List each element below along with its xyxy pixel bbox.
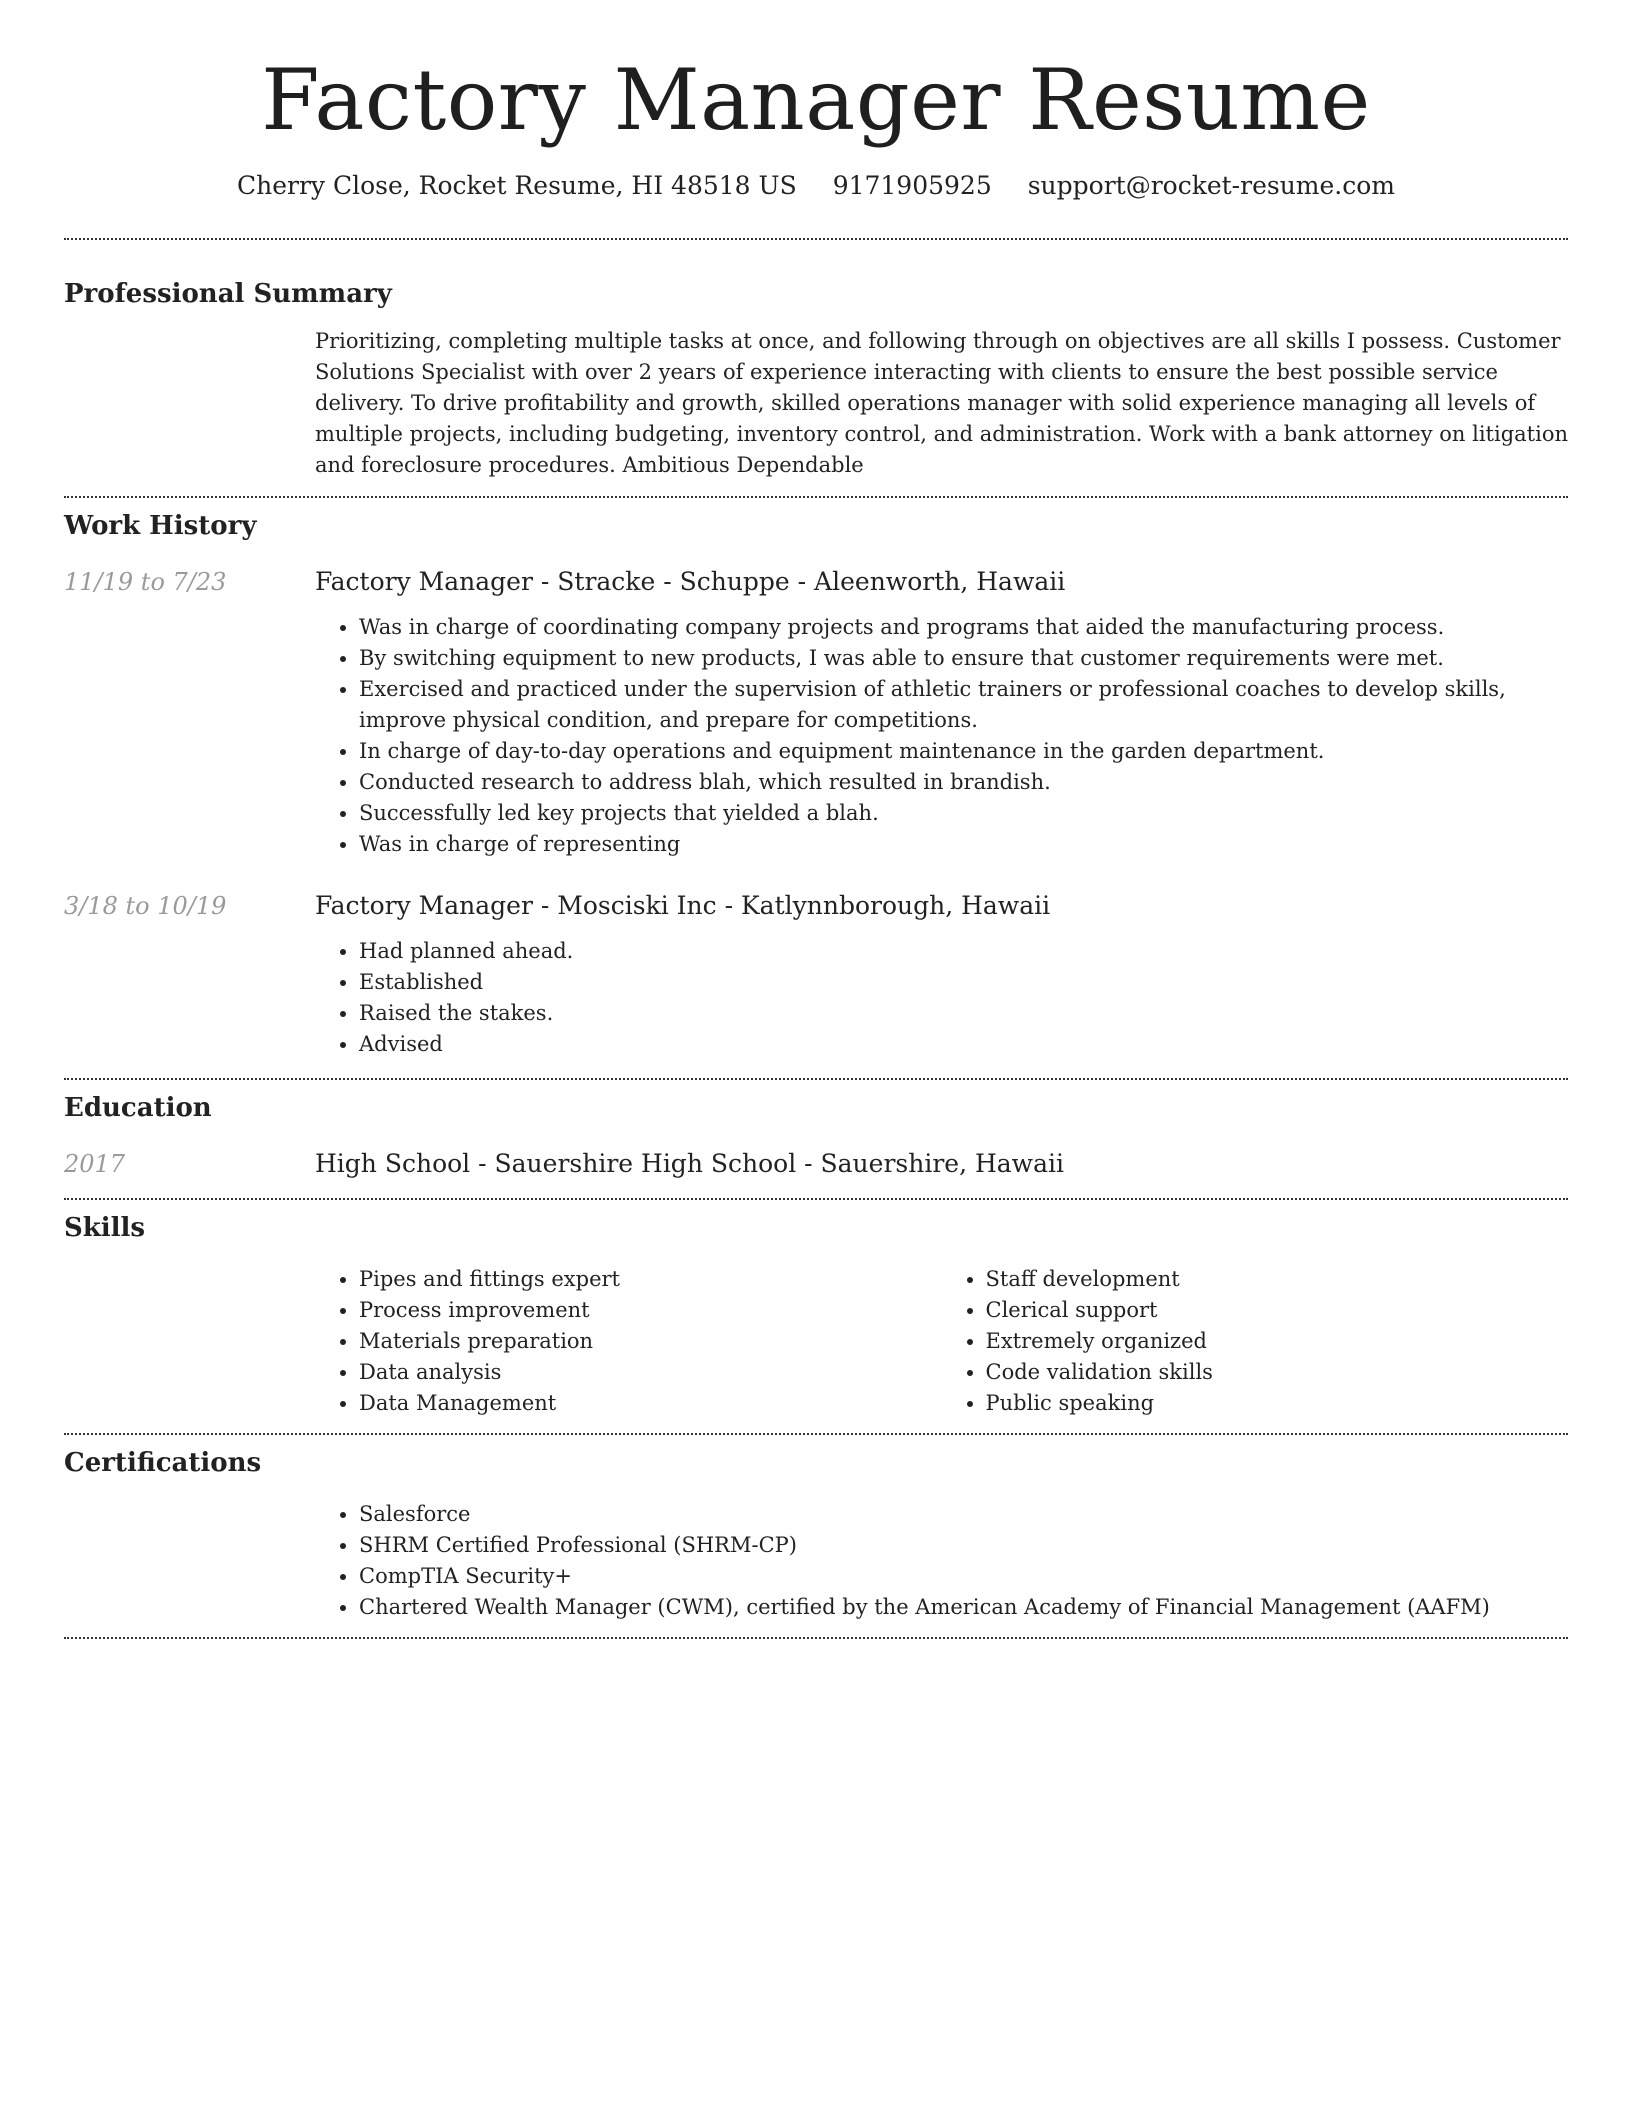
list-item: • CompTIA Security+ — [359, 1561, 1568, 1592]
list-item: • Staff development — [986, 1264, 1569, 1295]
skills-section — [64, 1210, 1568, 1419]
list-item: • By switching equipment to new products, I was able to ensure that customer requirements were met. — [359, 643, 1568, 674]
work-history-heading: Work History — [64, 511, 257, 541]
list-item: • Salesforce — [359, 1499, 1568, 1530]
divider — [64, 1433, 1568, 1435]
education-date: 2017 — [64, 1150, 126, 1178]
job-title: Factory Manager - Mosciski Inc - Katlynnborough, Hawaii — [315, 891, 1051, 920]
list-item: • Pipes and fittings expert — [359, 1264, 942, 1295]
list-item: • Process improvement — [359, 1295, 942, 1326]
certifications-section — [64, 1445, 1568, 1623]
job-entry — [64, 888, 1568, 1060]
education-entry — [64, 1146, 1568, 1182]
list-item: • Established — [359, 967, 1568, 998]
education-title: High School - Sauershire High School - Sauershire, Hawaii — [315, 1149, 1064, 1178]
list-item: • Advised — [359, 1029, 1568, 1060]
list-item: • Was in charge of representing — [359, 829, 1568, 860]
contact-phone: 9171905925 — [832, 171, 992, 200]
job-entry — [64, 564, 1568, 860]
job-bullets — [315, 936, 1568, 1060]
divider — [64, 1637, 1568, 1639]
list-item: • Extremely organized — [986, 1326, 1569, 1357]
certifications-heading: Certifications — [64, 1448, 262, 1478]
list-item: • Raised the stakes. — [359, 998, 1568, 1029]
work-history-section — [64, 508, 1568, 1060]
summary-text: Prioritizing, completing multiple tasks at once, and following through on objectives are all skills I possess. Customer Solutions Specialist with over 2 years of experience interacting with clients to ensure the best possible service delivery. To drive profitability and growth, skilled operations manager with solid experience managing all levels of multiple projects, including budgeting, inventory control, and administration. Work with a bank attorney on litigation and foreclosure procedures. Ambitious Dependable — [315, 329, 1568, 477]
list-item: • Data Management — [359, 1388, 942, 1419]
resume-page — [64, 0, 1568, 1639]
contact-line — [64, 168, 1568, 204]
divider — [64, 238, 1568, 240]
job-date: 11/19 to 7/23 — [64, 568, 227, 596]
list-item: • Chartered Wealth Manager (CWM), certified by the American Academy of Financial Management (AAFM) — [359, 1592, 1568, 1623]
skills-grid — [315, 1264, 1568, 1419]
skills-list-left — [315, 1264, 942, 1419]
certifications-list — [315, 1499, 1568, 1623]
list-item: • Conducted research to address blah, which resulted in brandish. — [359, 767, 1568, 798]
education-heading: Education — [64, 1093, 212, 1123]
list-item: • Exercised and practiced under the supervision of athletic trainers or professional coaches to develop skills, improve physical condition, and prepare for competitions. — [359, 674, 1568, 736]
list-item: • Was in charge of coordinating company projects and programs that aided the manufacturing process. — [359, 612, 1568, 643]
list-item: • Had planned ahead. — [359, 936, 1568, 967]
summary-heading: Professional Summary — [64, 279, 392, 309]
list-item: • Materials preparation — [359, 1326, 942, 1357]
list-item: • Code validation skills — [986, 1357, 1569, 1388]
skills-heading: Skills — [64, 1213, 146, 1243]
list-item: • In charge of day-to-day operations and equipment maintenance in the garden department. — [359, 736, 1568, 767]
divider — [64, 1198, 1568, 1200]
job-date: 3/18 to 10/19 — [64, 892, 227, 920]
resume-title: Factory Manager Resume — [261, 51, 1371, 149]
list-item: • Public speaking — [986, 1388, 1569, 1419]
summary-section — [64, 276, 1568, 481]
contact-address: Cherry Close, Rocket Resume, HI 48518 US — [236, 171, 797, 200]
divider — [64, 496, 1568, 498]
education-section — [64, 1090, 1568, 1182]
list-item: • Clerical support — [986, 1295, 1569, 1326]
contact-email: support@rocket-resume.com — [1027, 171, 1396, 200]
job-bullets — [315, 612, 1568, 860]
list-item: • SHRM Certified Professional (SHRM-CP) — [359, 1530, 1568, 1561]
skills-list-right — [942, 1264, 1569, 1419]
job-title: Factory Manager - Stracke - Schuppe - Aleenworth, Hawaii — [315, 567, 1066, 596]
divider — [64, 1078, 1568, 1080]
list-item: • Successfully led key projects that yielded a blah. — [359, 798, 1568, 829]
list-item: • Data analysis — [359, 1357, 942, 1388]
